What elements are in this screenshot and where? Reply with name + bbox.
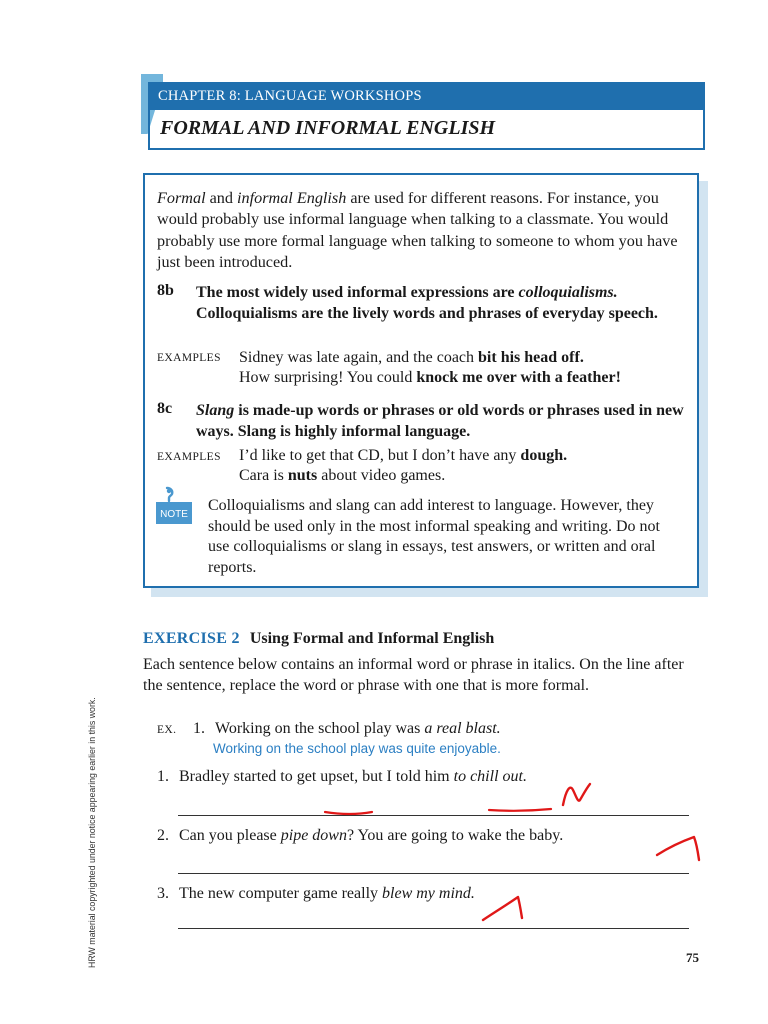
rule-8b-number: 8b [157,282,174,299]
sample-number: 1. [193,720,205,737]
question-2-after: ? You are going to wake the baby. [346,827,564,844]
pen-mark-check-1 [563,784,590,805]
intro-term-formal: Formal [157,189,206,207]
rule-8b-after: Colloquialisms are the lively words and phrases of everyday speech. [196,305,658,322]
chapter-title: FORMAL AND INFORMAL ENGLISH [148,110,705,150]
example-8b-2-text: How surprising! You could [239,369,417,386]
rule-8b-term: colloquialisms. [518,284,618,301]
question-3-italic: blew my mind. [382,885,475,902]
sample-label: EX. [157,724,177,736]
rule-8b-before: The most widely used informal expressions are [196,284,519,301]
example-8c-2-bold: nuts [287,467,318,484]
sample-sentence-text: Working on the school play was [215,720,425,737]
example-8b-1-text: Sidney was late again, and the coach [239,349,479,366]
question-2-text: Can you please [179,827,281,844]
question-3-number: 3. [157,885,169,902]
copyright-notice: HRW material copyrighted under notice appearing earlier in this work. [87,697,97,968]
exercise-name: Using Formal and Informal English [249,630,495,647]
example-8c-1-text: I’d like to get that CD, but I don’t have any [239,447,521,464]
sample-answer: Working on the school play was quite enjoyable. [213,741,501,756]
rule-8c-body: is made-up words or phrases or old words or phrases used in new ways. Slang is highly informal language. [196,402,684,440]
pen-mark-check-2 [657,837,699,860]
intro-rest: are used for different reasons. For instance, you would probably use informal language when talking to a classmate. You would probably use more formal language when talking to someone to whom you have just been introduced. [157,189,678,271]
example-8c-2-text: Cara is [239,467,288,484]
pen-mark-check-3 [483,897,522,920]
question-1-italic: to chill out. [453,768,527,785]
sample-sentence-italic: a real blast. [424,720,501,737]
page-number: 75 [686,950,699,965]
exercise-instructions: Each sentence below contains an informal word or phrase in italics. On the line after the sentence, replace the word or phrase with one that is more formal. [143,656,684,694]
examples-8c-label: EXAMPLES [157,451,221,463]
example-8c-1-bold: dough. [520,447,568,464]
pen-mark-underline-2 [489,809,551,811]
question-3-text: The new computer game really [179,885,383,902]
rule-8c-number: 8c [157,400,173,417]
example-8b-1-bold: bit his head off. [478,349,584,366]
example-8b-2-bold: knock me over with a feather! [416,369,621,386]
note-text: Colloquialisms and slang can add interest to language. However, they should be used only in the most informal speaking and writing. Do not use colloquialisms or slang in essays, test answers, or written and oral reports. [208,497,660,576]
intro-term-informal: informal English [237,189,347,207]
example-8c-2-after: about video games. [317,467,446,484]
chapter-label: CHAPTER 8: LANGUAGE WORKSHOPS [148,82,705,110]
question-2-italic: pipe down [280,827,347,844]
question-1-text: Bradley started to get upset, but I told him [179,768,454,785]
question-2-number: 2. [157,827,169,844]
pen-mark-underline-1 [325,812,372,814]
question-1-number: 1. [157,768,169,785]
intro-and: and [205,189,238,207]
note-icon-label: NOTE [160,509,188,520]
exercise-number: EXERCISE 2 [143,630,240,647]
rule-8c-term: Slang [196,402,235,419]
examples-8b-label: EXAMPLES [157,352,221,364]
